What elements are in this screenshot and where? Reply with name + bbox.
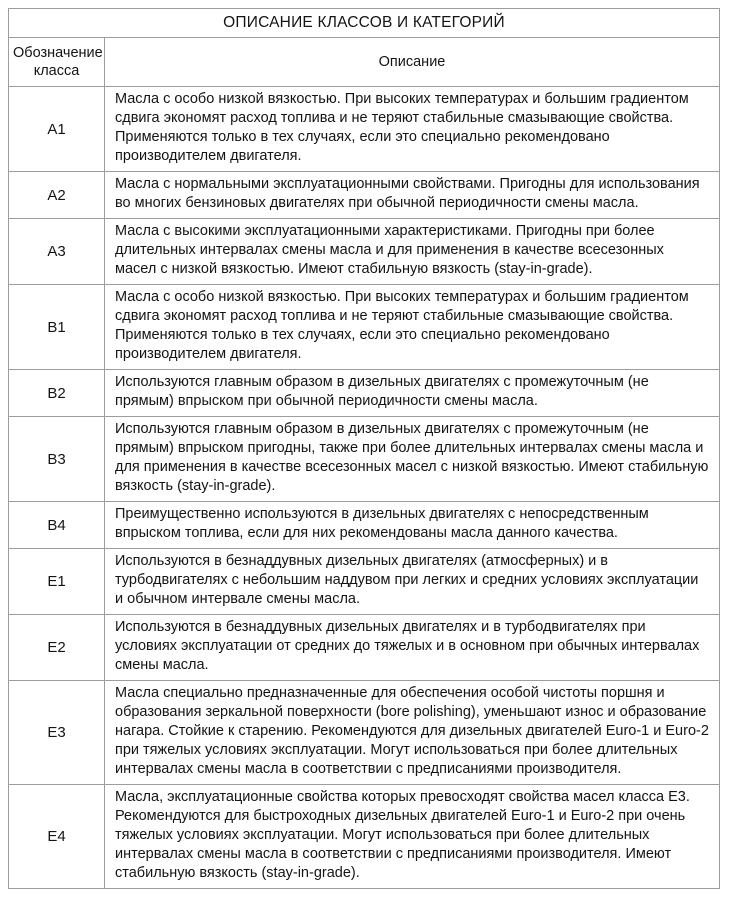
table-row [9,285,720,370]
class-description: Преимущественно используются в дизельных двигателях с непосредственным впрыском топлива, если для них рекомендованы масла данного качества. [105,502,720,549]
class-description: Используются в безнаддувных дизельных двигателях и в турбодвигателях при условиях эксплуатации от средних до тяжелых и в основном при обычных интервалах смены масла. [105,615,720,681]
table-row [9,370,720,417]
oil-classes-table [8,8,720,889]
table-row [9,615,720,681]
class-description: Используются в безнаддувных дизельных двигателях (атмосферных) и в турбодвигателях с небольшим наддувом при легких и средних условиях эксплуатации и обычном интервале смены масла. [105,549,720,615]
table-header-row [9,38,720,87]
table-row [9,502,720,549]
class-description: Используются главным образом в дизельных двигателях с промежуточным (не прямым) впрыском при обычной периодичности смены масла. [105,370,720,417]
class-description: Масла с нормальными эксплуатационными свойствами. Пригодны для использования во многих бензиновых двигателях при обычной периодичности смены масла. [105,172,720,219]
class-label: B3 [9,417,105,502]
class-label: E4 [9,785,105,889]
table-title: ОПИСАНИЕ КЛАССОВ И КАТЕГОРИЙ [9,9,720,38]
table-row [9,681,720,785]
class-label: E1 [9,549,105,615]
table-title-row [9,9,720,38]
table-row [9,219,720,285]
table-row [9,87,720,172]
class-label: E2 [9,615,105,681]
class-label: A2 [9,172,105,219]
column-header-description: Описание [105,38,720,87]
class-description: Масла, эксплуатационные свойства которых превосходят свойства масел класса Е3. Рекомендуются для быстроходных дизельных двигателей Euro-1 и Euro-2 при очень тяжелых условиях эксплуатации. Могут использоваться при более длительных интервалах смены масла в соответствии с предписаниями производителя. Имеют стабильную вязкость (stay-in-grade). [105,785,720,889]
table-row [9,172,720,219]
class-description: Масла с высокими эксплуатационными характеристиками. Пригодны при более длительных интервалах смены масла и для применения в качестве всесезонных масел с низкой вязкостью. Имеют стабильную вязкость (stay-in-grade). [105,219,720,285]
class-label: A3 [9,219,105,285]
class-description: Масла с особо низкой вязкостью. При высоких температурах и большим градиентом сдвига экономят расход топлива и не теряют стабильные смазывающие свойства. Применяются только в тех случаях, если это специально рекомендовано производителем двигателя. [105,285,720,370]
class-label: B1 [9,285,105,370]
column-header-class: Обозначение класса [9,38,105,87]
table-row [9,549,720,615]
table-row [9,417,720,502]
class-description: Масла специально предназначенные для обеспечения особой чистоты поршня и образования зеркальной поверхности (bore polishing), уменьшают износ и образование нагара. Стойкие к старению. Рекомендуются для дизельных двигателей Euro-1 и Euro-2 при тяжелых условиях эксплуатации. Могут использоваться при более длительных интервалах смены масла в соответствии с предписаниями производителя. [105,681,720,785]
class-description: Используются главным образом в дизельных двигателях с промежуточным (не прямым) впрыском пригодны, также при более длительных интервалах смены масла и для применения в качестве всесезонных масел с низкой вязкостью. Имеют стабильную вязкость (stay-in-grade). [105,417,720,502]
class-label: B2 [9,370,105,417]
class-label: A1 [9,87,105,172]
table-row [9,785,720,889]
class-label: E3 [9,681,105,785]
class-description: Масла с особо низкой вязкостью. При высоких температурах и большим градиентом сдвига экономят расход топлива и не теряют стабильные смазывающие свойства. Применяются только в тех случаях, если это специально рекомендовано производителем двигателя. [105,87,720,172]
class-label: B4 [9,502,105,549]
